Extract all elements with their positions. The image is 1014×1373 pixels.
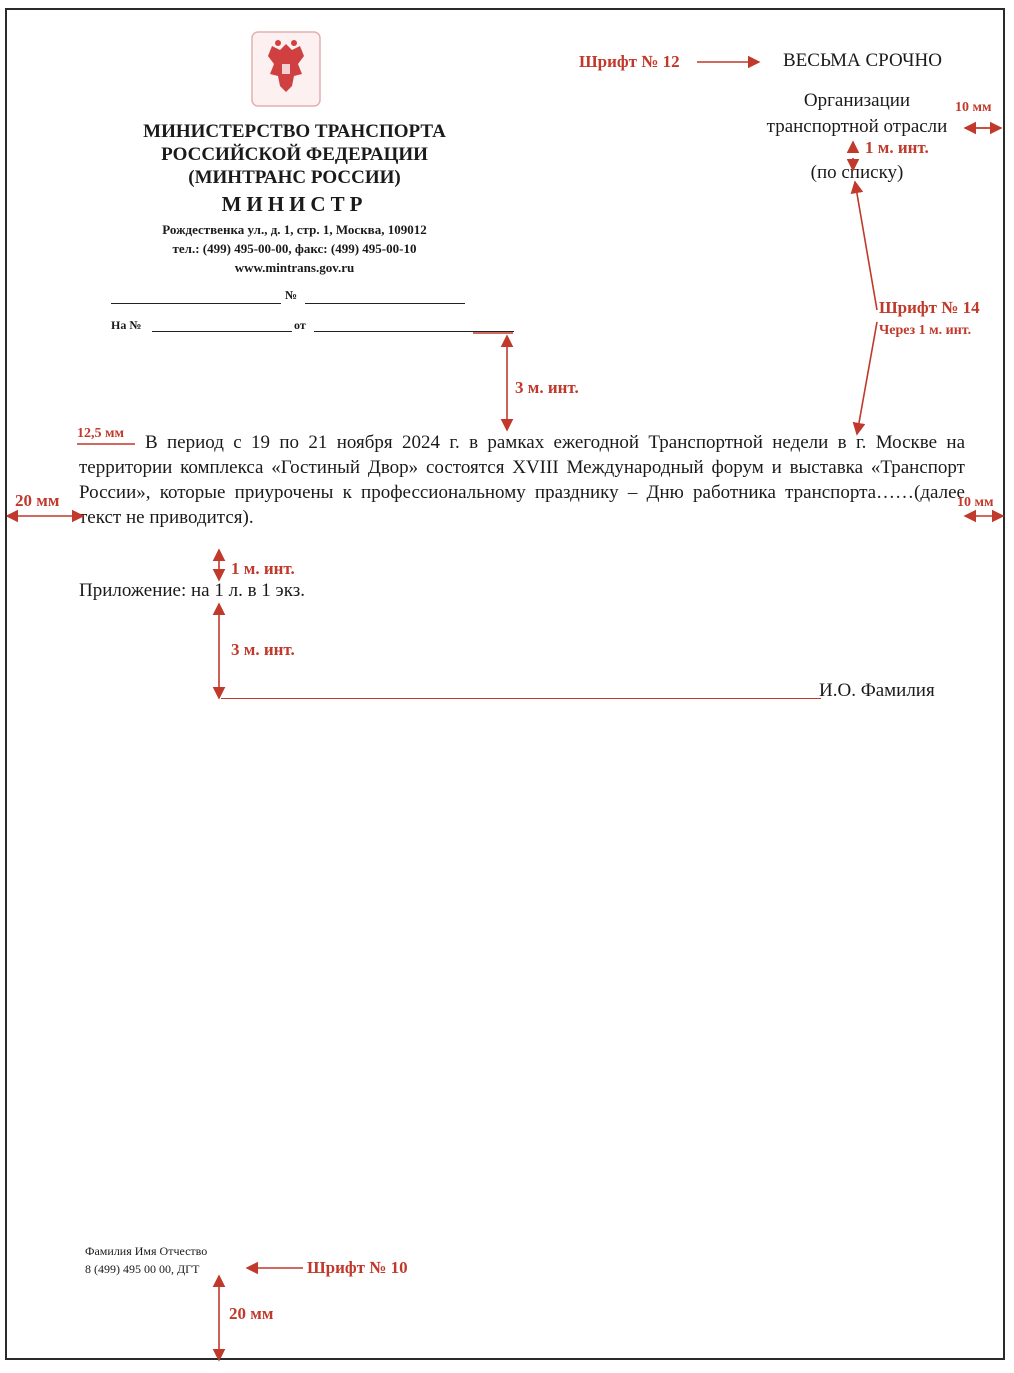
- annotation-interval3-bottom: 3 м. инт.: [231, 640, 295, 659]
- letter-page: [5, 8, 1005, 1360]
- annotation-margin-right: 10 мм: [957, 495, 994, 510]
- addressee-line: Организации: [803, 90, 911, 111]
- position-title: МИНИСТР: [221, 192, 368, 216]
- annotation-indent: 12,5 мм: [77, 426, 125, 441]
- executor-name: Фамилия Имя Отчество: [85, 1244, 208, 1258]
- annotation-font14: Шрифт № 14: [879, 298, 980, 317]
- addressee-line: (по списку): [810, 162, 904, 183]
- addressee-line: транспортной отрасли: [766, 116, 948, 137]
- signature-name: И.О. Фамилия: [819, 680, 935, 701]
- body-paragraph: В период с 19 по 21 ноября 2024 г. в рамках ежегодной Транспортной недели в г. Москве на территории комплекса «Гостиный Двор» состоятся XVIII Международный форум и выставка «Транспорт России», которые приурочены к профессиональному празднику – Дню работника транспорта……(далее текст не приводится).: [79, 432, 965, 528]
- annotation-margin-left: 20 мм: [15, 491, 60, 510]
- annotation-interval1-top: 1 м. инт.: [865, 138, 929, 157]
- ministry-line: (МИНТРАНС РОССИИ): [188, 167, 401, 188]
- urgency-mark: ВЕСЬМА СРОЧНО: [783, 50, 942, 71]
- phone-fax-line: тел.: (499) 495-00-00, факс: (499) 495-00-10: [172, 241, 417, 256]
- annotation-arrows: [7, 10, 1007, 1362]
- website-line: www.mintrans.gov.ru: [234, 260, 355, 275]
- annotation-margin-bottom: 20 мм: [229, 1304, 274, 1323]
- annotation-font12: Шрифт № 12: [579, 52, 680, 71]
- attachment-line: Приложение: на 1 л. в 1 экз.: [79, 580, 305, 601]
- annotation-font10: Шрифт № 10: [307, 1258, 408, 1277]
- annotation-through1: Через 1 м. инт.: [879, 323, 972, 338]
- ministry-line: РОССИЙСКОЙ ФЕДЕРАЦИИ: [161, 144, 428, 165]
- annotation-margin-right-top: 10 мм: [955, 100, 992, 115]
- from-label: от: [294, 318, 306, 332]
- number-label: №: [285, 288, 298, 302]
- reply-to-label: На №: [111, 318, 142, 332]
- ministry-line: МИНИСТЕРСТВО ТРАНСПОРТА: [143, 121, 446, 142]
- annotation-interval3-top: 3 м. инт.: [515, 378, 579, 397]
- address-line: Рождественка ул., д. 1, стр. 1, Москва, 109012: [162, 222, 427, 237]
- executor-phone: 8 (499) 495 00 00, ДГТ: [85, 1262, 200, 1276]
- annotation-interval1-bottom: 1 м. инт.: [231, 559, 295, 578]
